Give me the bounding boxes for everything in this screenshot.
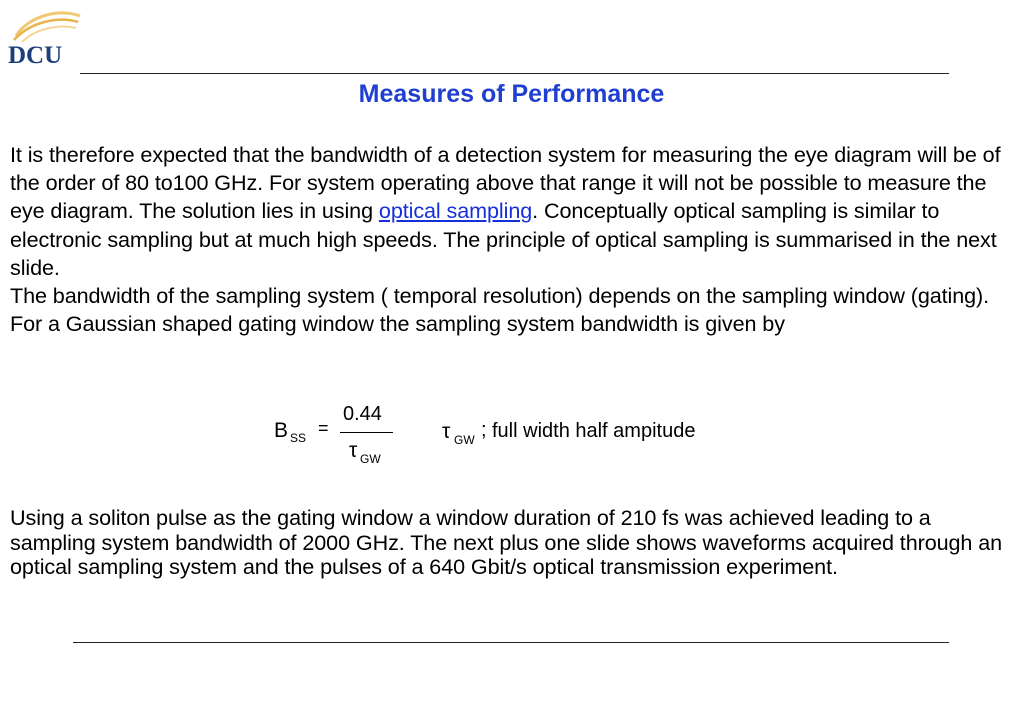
formula-lhs-subscript: SS — [290, 431, 307, 445]
formula-denominator-subscript: GW — [360, 452, 381, 466]
slide-title: Measures of Performance — [358, 80, 665, 108]
paragraph1-text-after: . Conceptually optical sampling is similar to electronic sampling but at much high speeds. The principle of optical sampling is summarised in the next slide. — [10, 198, 997, 280]
body-paragraph-3: Using a soliton pulse as the gating window a window duration of 210 fs was achieved leading to a sampling system bandwidth of 2000 GHz. The next plus one slide shows waveforms acquired through an optical sampling system and the pulses of a 640 Gbit/s optical transmission experiment. — [10, 505, 1003, 579]
formula-lhs: B — [274, 419, 289, 442]
optical-sampling-link[interactable]: optical sampling — [378, 198, 533, 224]
formula-equals: = — [318, 418, 329, 438]
fraction-bar — [340, 432, 393, 433]
dcu-logo-graphic — [2, 6, 82, 68]
formula-denominator: τ — [349, 439, 358, 462]
definition-text: full width half ampitude — [492, 420, 696, 442]
bandwidth-formula — [0, 395, 1023, 475]
top-divider — [80, 73, 949, 74]
bottom-divider — [73, 642, 949, 643]
body-paragraph-2: The bandwidth of the sampling system ( temporal resolution) depends on the sampling window (gating). For a Gaussian shaped gating window the sampling system bandwidth is given by — [10, 283, 990, 337]
formula-numerator: 0.44 — [343, 403, 382, 425]
definition-separator: ; — [481, 419, 487, 441]
dcu-logo — [2, 6, 82, 68]
paragraph1-text-before: It is therefore expected that the bandwidth of a detection system for measuring the eye diagram will be of the order of 80 to100 GHz. For system operating above that range it will not be possible to measure the eye diagram. The solution lies in using — [10, 142, 1001, 224]
definition-symbol: τ — [442, 420, 451, 443]
body-paragraph-1 — [10, 141, 1022, 338]
definition-symbol-subscript: GW — [454, 433, 475, 447]
logo-text: DCU — [8, 42, 63, 68]
